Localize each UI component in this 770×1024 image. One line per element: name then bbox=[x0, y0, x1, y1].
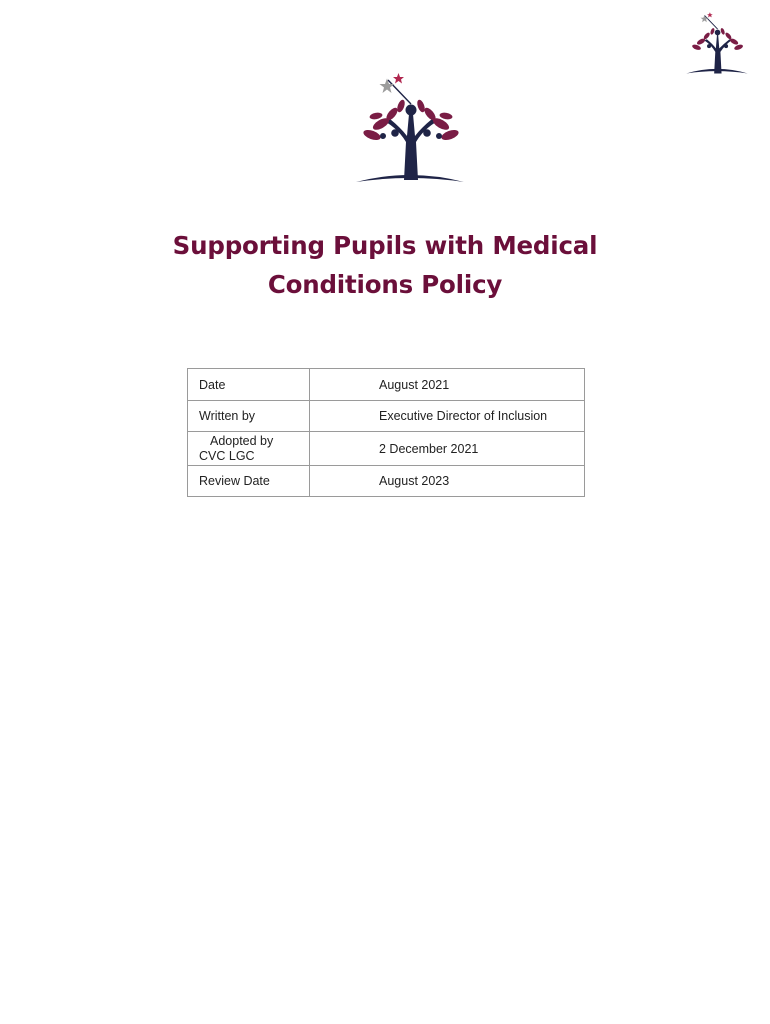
table-row bbox=[188, 466, 585, 497]
document-title bbox=[120, 226, 650, 304]
main-tree-logo-icon bbox=[352, 72, 468, 188]
review-date-value: August 2023 bbox=[310, 466, 585, 497]
table-row bbox=[188, 401, 585, 432]
document-title-line-1: Supporting Pupils with Medical bbox=[172, 231, 598, 260]
adopted-by-value: 2 December 2021 bbox=[310, 432, 585, 466]
date-value: August 2021 bbox=[310, 369, 585, 401]
date-label: Date bbox=[188, 369, 310, 401]
document-title-line-2: Conditions Policy bbox=[267, 270, 503, 299]
adopted-by-label-line-1: Adopted by bbox=[210, 433, 274, 448]
adopted-by-label bbox=[188, 432, 310, 466]
written-by-value: Executive Director of Inclusion bbox=[310, 401, 585, 432]
policy-info-table bbox=[187, 368, 585, 497]
corner-tree-logo-icon bbox=[684, 12, 750, 78]
written-by-label: Written by bbox=[188, 401, 310, 432]
table-row bbox=[188, 369, 585, 401]
adopted-by-label-line-2: CVC LGC bbox=[199, 448, 255, 463]
review-date-label: Review Date bbox=[188, 466, 310, 497]
table-row bbox=[188, 432, 585, 466]
